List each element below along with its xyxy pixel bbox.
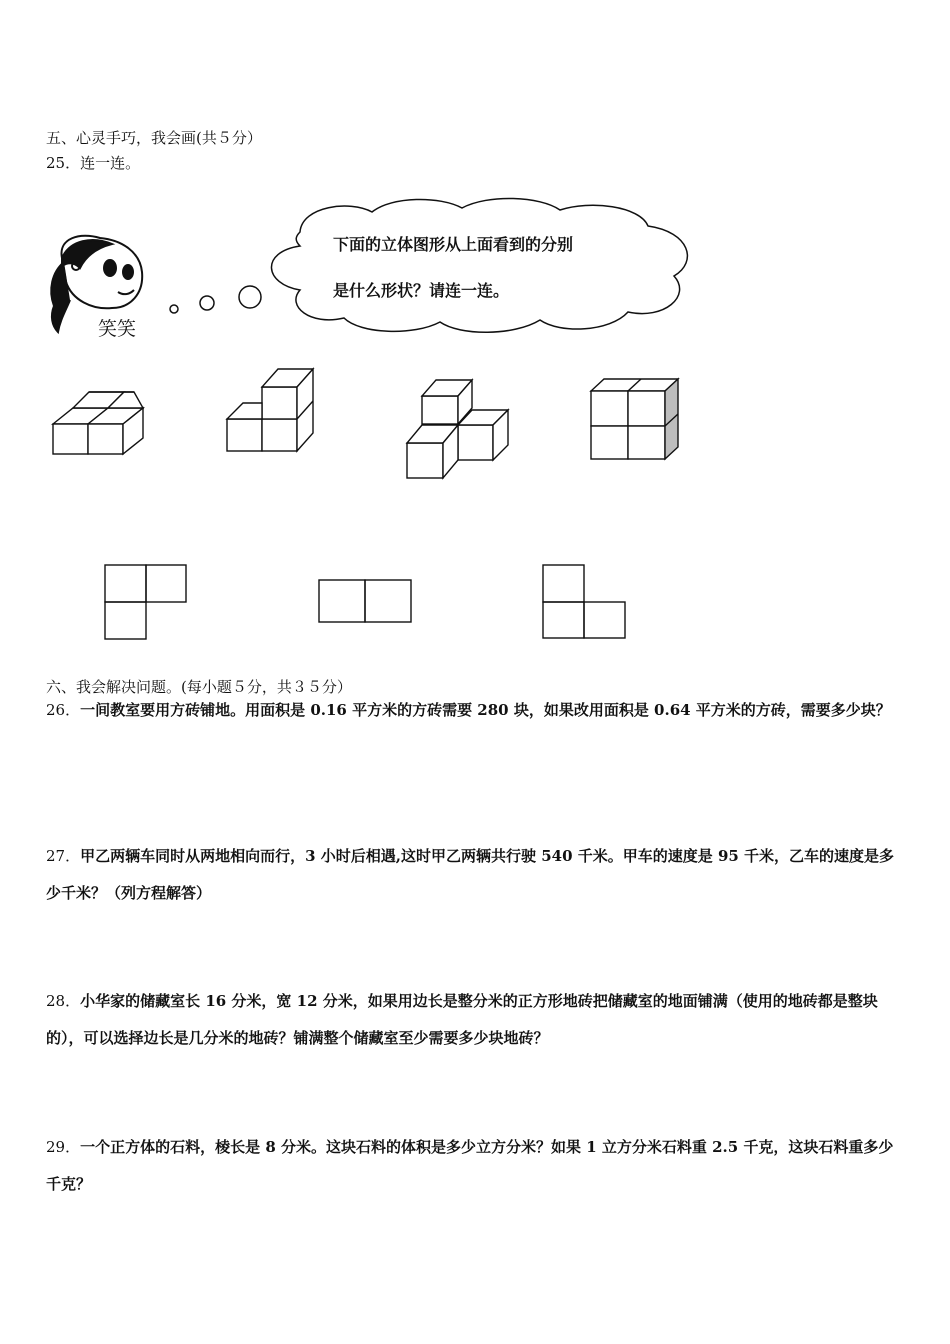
top-view-1 — [105, 565, 186, 639]
section-6-title: 六、我会解决问题。(每小题５分，共３５分） — [46, 678, 352, 696]
question-number: 29． — [46, 1138, 81, 1156]
question-28 — [46, 983, 908, 1057]
character-name: 笑笑 — [98, 318, 137, 340]
top-view-2 — [319, 580, 411, 622]
solid-2 — [227, 369, 313, 451]
question-26 — [46, 692, 908, 729]
question-27 — [46, 838, 908, 912]
question-25: 25．连一连。 — [46, 154, 141, 172]
bubble-line-1: 下面的立体图形从上面看到的分别 — [333, 235, 574, 254]
thought-dot — [239, 286, 261, 308]
thought-dot — [170, 305, 178, 313]
question-text: 一间教室要用方砖铺地。用面积是 0.16 平方米的方砖需要 280 块，如果改用面积是 0.64 平方米的方砖，需要多少块？ — [80, 701, 891, 719]
top-view-3 — [543, 565, 625, 638]
section-5-title: 五、心灵手巧，我会画(共５分） — [46, 129, 262, 147]
question-text: 一个正方体的石料，棱长是 8 分米。这块石料的体积是多少立方分米？如果 1 立方分米石料重 2.5 千克，这块石料重多少千克？ — [46, 1138, 894, 1193]
question-29 — [46, 1129, 908, 1203]
solid-3 — [407, 380, 508, 478]
thought-dot — [200, 296, 214, 310]
question-number: 26． — [46, 701, 81, 719]
question-text: 甲乙两辆车同时从两地相向而行，3 小时后相遇,这时甲乙两辆共行驶 540 千米。甲车的速度是 95 千米，乙车的速度是多少千米？（列方程解答） — [46, 847, 895, 902]
question-text: 小华家的储藏室长 16 分米，宽 12 分米，如果用边长是整分米的正方形地砖把储藏室的地面铺满（使用的地砖都是整块的），可以选择边长是几分米的地砖？铺满整个储藏室至少需要多少块地砖？ — [46, 992, 878, 1047]
bubble-line-2: 是什么形状？请连一连。 — [333, 281, 510, 300]
solid-1 — [53, 392, 143, 454]
thought-cloud — [271, 198, 687, 332]
question-number: 27． — [46, 847, 81, 865]
solid-4 — [591, 379, 678, 459]
question-number: 28． — [46, 992, 81, 1010]
